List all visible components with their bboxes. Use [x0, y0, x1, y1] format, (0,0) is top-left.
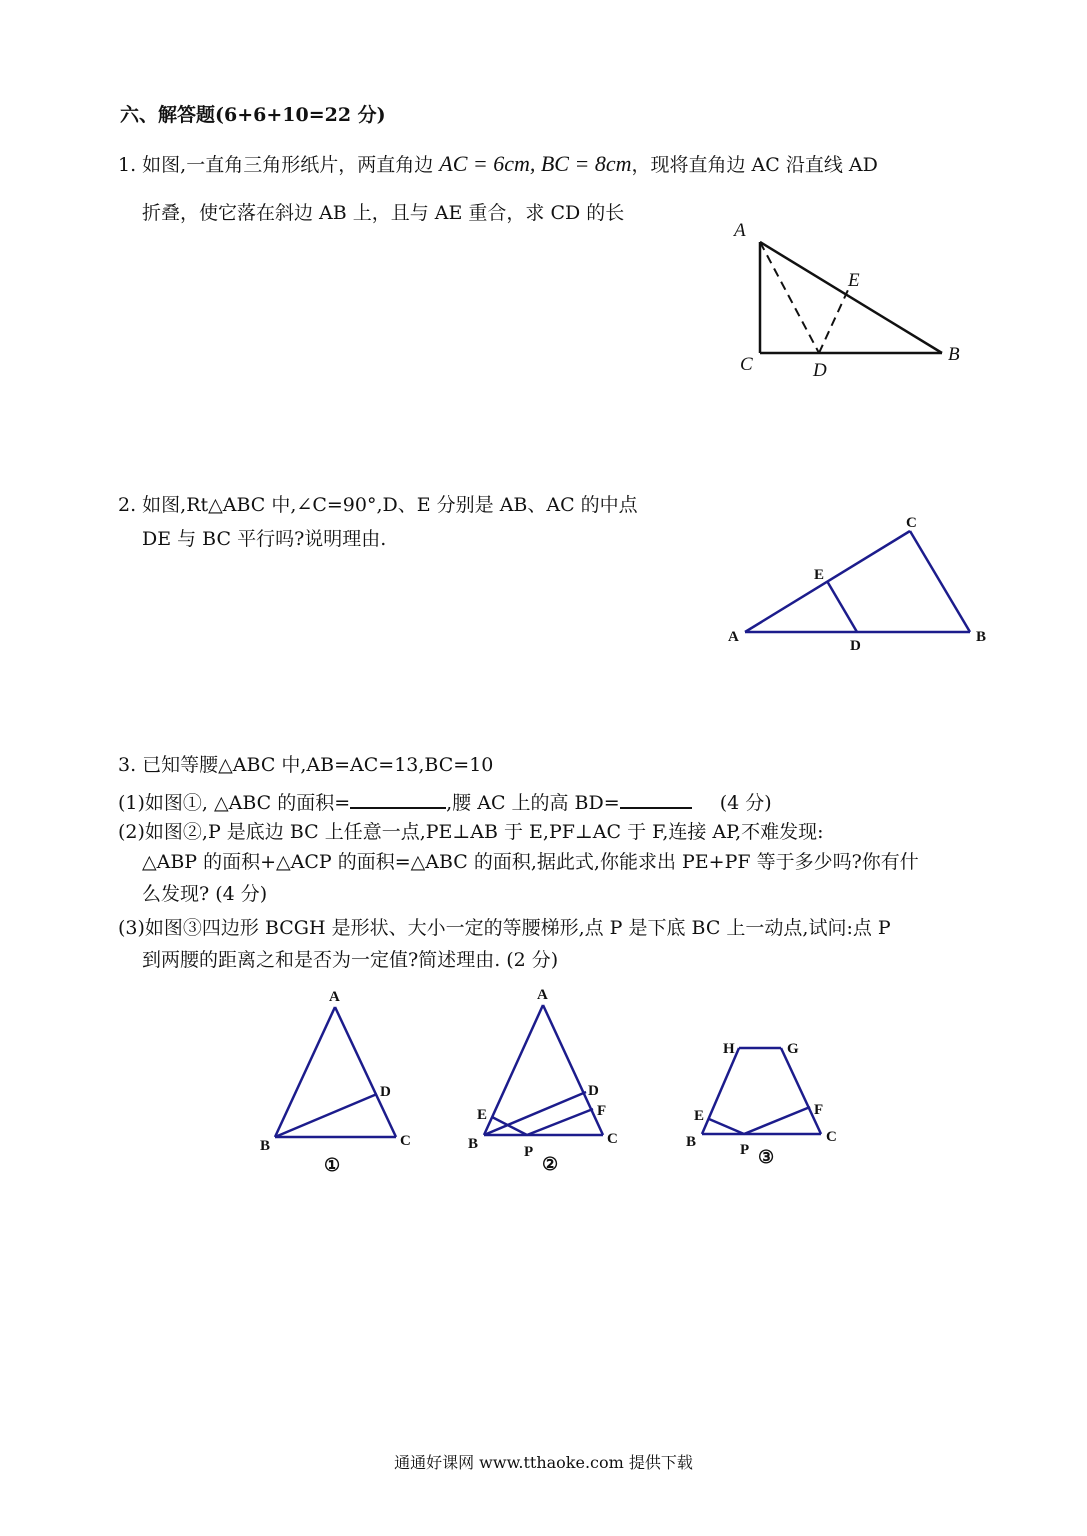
fig2-label-a: A: [537, 987, 548, 1003]
fig1-altitude-bd: [275, 1094, 377, 1137]
fig1-label-c: C: [400, 1133, 411, 1149]
fig2-label-e: E: [477, 1107, 488, 1123]
q1-line1-suffix: ，现将直角边 AC 沿直线 AD: [631, 154, 878, 176]
fig2-label-p: P: [524, 1144, 534, 1160]
fig1-label-d: D: [380, 1084, 391, 1100]
section-title: 六、解答题(6+6+10=22 分): [120, 104, 386, 126]
q1-line1: [118, 153, 878, 175]
area-answer-blank[interactable]: [350, 789, 446, 809]
q3-part2-line3: 么发现? (4 分): [142, 883, 268, 905]
q3-part3-line1: (3)如图③四边形 BCGH 是形状、大小一定的等腰梯形,点 P 是下底 BC 上一动点,试问:点 P: [118, 917, 891, 939]
q1-label-e: E: [848, 270, 860, 291]
fig1-side-ab: [275, 1007, 335, 1137]
q2-figure: [720, 510, 1000, 660]
fig2-side-ac: [543, 1005, 603, 1135]
fig3-side-bh: [702, 1048, 739, 1134]
q3-figure-1: [250, 985, 430, 1175]
q1-label-d: D: [813, 360, 827, 381]
fig2-label-f: F: [597, 1103, 607, 1119]
fig3-label-h: H: [723, 1041, 735, 1057]
fig1-side-ac: [335, 1007, 396, 1137]
q1-label-b: B: [948, 344, 960, 365]
fig2-side-ab: [484, 1005, 543, 1135]
q1-label-a: A: [734, 220, 746, 241]
fig3-side-cg: [781, 1048, 824, 1134]
fig3-label-g: G: [787, 1041, 799, 1057]
fig3-label-p: P: [740, 1142, 750, 1158]
q3-part2-line2: △ABP 的面积+△ACP 的面积=△ABC 的面积,据此式,你能求出 PE+PF 等于多少吗?你有什: [142, 851, 919, 873]
q3-part2-line1: (2)如图②,P 是底边 BC 上任意一点,PE⊥AB 于 E,PF⊥AC 于 F,连接 AP,不难发现:: [118, 821, 824, 843]
fig1-label-b: B: [260, 1138, 271, 1154]
q2-label-e: E: [814, 567, 825, 583]
q1-line2: 折叠，使它落在斜边 AB 上，且与 AE 重合，求 CD 的长: [142, 202, 625, 224]
q2-line1: 2. 如图,Rt△ABC 中,∠C=90°,D、E 分别是 AB、AC 的中点: [118, 494, 638, 516]
q2-label-b: B: [976, 629, 987, 645]
fig3-label-c: C: [826, 1129, 837, 1145]
q3-part1: [118, 789, 772, 813]
q3-figure-2: [460, 985, 640, 1175]
q2-side-cb: [910, 531, 970, 632]
footer: 通通好课网 www.tthaoke.com 提供下载: [394, 1453, 693, 1472]
fig3-label-e: E: [694, 1108, 705, 1124]
fig1-label-a: A: [329, 989, 340, 1005]
q2-segment-de: [827, 581, 857, 632]
q2-label-a: A: [728, 629, 739, 645]
height-answer-blank[interactable]: [620, 789, 692, 809]
q1-fold-de: [819, 290, 848, 353]
q1-side-ab: [760, 242, 942, 353]
fig2-label-d: D: [588, 1083, 599, 1099]
q3-part3-line2: 到两腰的距离之和是否为一定值?简述理由. (2 分): [142, 949, 559, 971]
fig2-label-b: B: [468, 1136, 479, 1152]
q1-label-c: C: [740, 354, 753, 375]
q2-label-c: C: [906, 515, 917, 531]
q2-label-d: D: [850, 638, 861, 654]
q1-line1-prefix: 1. 如图,一直角三角形纸片，两直角边: [118, 154, 440, 176]
q1-figure: [730, 215, 970, 385]
fig3-label-b: B: [686, 1134, 697, 1150]
q3-part1-score: (4 分): [719, 792, 772, 814]
fig3-segment-pe: [709, 1119, 744, 1134]
fig1-caption: ①: [324, 1155, 341, 1175]
fig2-caption: ②: [542, 1154, 559, 1174]
fig3-segment-pf: [744, 1107, 810, 1134]
fig3-label-f: F: [814, 1102, 824, 1118]
fig2-label-c: C: [607, 1131, 618, 1147]
q3-part1-b: ,腰 AC 上的高 BD=: [446, 792, 620, 814]
fig3-caption: ③: [758, 1147, 775, 1167]
q2-line2: DE 与 BC 平行吗?说明理由.: [142, 528, 387, 550]
q3-figure-3: [680, 1030, 860, 1175]
q3-part1-a: (1)如图①, △ABC 的面积=: [118, 792, 351, 814]
q1-math: AC = 6cm, BC = 8cm: [439, 151, 632, 176]
q3-line1: 3. 已知等腰△ABC 中,AB=AC=13,BC=10: [118, 754, 494, 776]
